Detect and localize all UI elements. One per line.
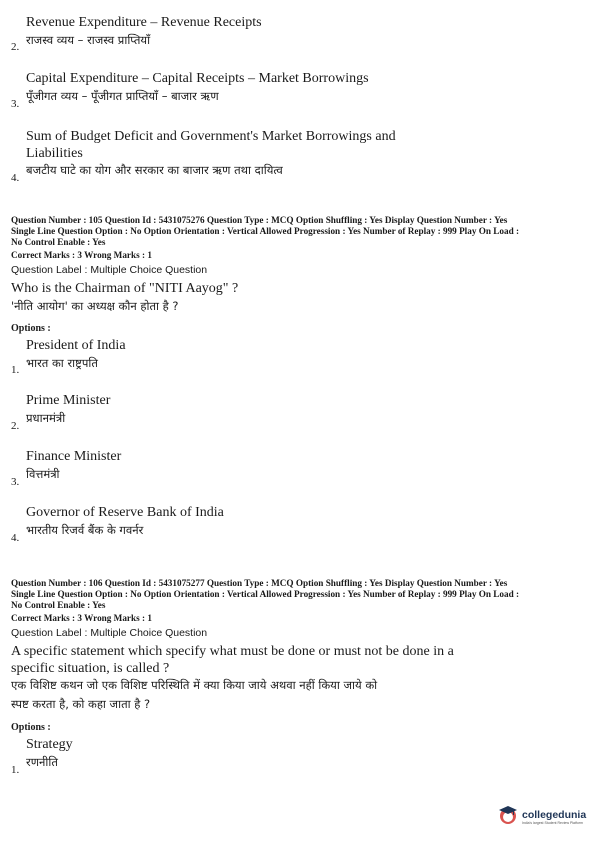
q105-option-1-en[interactable]: President of India xyxy=(26,338,126,353)
q106-options-heading: Options : xyxy=(11,722,51,733)
q105-option-4-hi[interactable]: भारतीय रिजर्व बैंक के गवर्नर xyxy=(26,523,144,537)
q105-meta-line3: No Control Enable : Yes xyxy=(11,237,106,247)
prev-option-2-number: 2. xyxy=(11,41,20,53)
q105-text-hi: 'नीति आयोग' का अध्यक्ष कौन होता है ? xyxy=(11,299,179,313)
q106-text-en-line1: A specific statement which specify what must be done or must not be done in a xyxy=(11,644,454,659)
prev-option-2-hi: राजस्व व्यय – राजस्व प्राप्तियाँ xyxy=(26,33,151,47)
prev-option-4-en-line1 xyxy=(26,128,482,145)
prev-option-4-hi: बजटीय घाटे का योग और सरकार का बाजार ऋण तथा दायित्व xyxy=(26,163,283,177)
q105-option-1-hi[interactable]: भारत का राष्ट्रपति xyxy=(26,356,98,370)
q105-option-4-en[interactable]: Governor of Reserve Bank of India xyxy=(26,505,224,520)
q105-option-3-number: 3. xyxy=(11,476,20,488)
q106-meta-line2: Single Line Question Option : No Option Orientation : Vertical Allowed Progression : Yes Number of Replay : 999 Play On Load : xyxy=(11,589,520,599)
q106-text-hi-line2: स्पष्ट करता है, को कहा जाता है ? xyxy=(11,697,151,711)
q105-marks: Correct Marks : 3 Wrong Marks : 1 xyxy=(11,250,152,260)
q106-meta-line3: No Control Enable : Yes xyxy=(11,600,106,610)
prev-option-3-en: Capital Expenditure – Capital Receipts – Market Borrowings xyxy=(26,71,369,86)
q105-option-2-hi[interactable]: प्रधानमंत्री xyxy=(26,411,66,425)
q105-question-label: Question Label : Multiple Choice Question xyxy=(11,264,208,276)
graduation-cap-icon xyxy=(498,804,518,830)
prev-option-4-number: 4. xyxy=(11,172,20,184)
q105-text-en: Who is the Chairman of "NITI Aayog" ? xyxy=(11,281,239,296)
logo-name: collegedunia xyxy=(522,808,587,821)
prev-option-2-en: Revenue Expenditure – Revenue Receipts xyxy=(26,15,262,30)
q106-option-1-en[interactable]: Strategy xyxy=(26,737,73,752)
prev-option-3-hi: पूँजीगत व्यय – पूँजीगत प्राप्तियाँ – बाजार ऋण xyxy=(26,89,219,103)
prev-option-3-number: 3. xyxy=(11,98,20,110)
q105-option-4-number: 4. xyxy=(11,532,20,544)
q106-meta-line1: Question Number : 106 Question Id : 5431075277 Question Type : MCQ Option Shuffling : Yes Display Question Number : Yes xyxy=(11,578,508,588)
q106-text-en-line2: specific situation, is called ? xyxy=(11,661,170,676)
q105-option-3-en[interactable]: Finance Minister xyxy=(26,449,122,464)
q105-meta-line2: Single Line Question Option : No Option Orientation : Vertical Allowed Progression : Yes Number of Replay : 999 Play On Load : xyxy=(11,226,520,236)
q106-question-label: Question Label : Multiple Choice Question xyxy=(11,627,208,639)
collegedunia-logo xyxy=(498,804,586,830)
logo-tagline: India's largest Student Review Platform xyxy=(522,820,583,825)
q105-option-2-en[interactable]: Prime Minister xyxy=(26,393,111,408)
q105-option-2-number: 2. xyxy=(11,420,20,432)
q106-text-hi-line1: एक विशिष्ट कथन जो एक विशिष्ट परिस्थिति में क्या किया जाये अथवा नहीं किया जाये को xyxy=(11,678,378,692)
prev-option-4-en-line2: Liabilities xyxy=(26,146,83,161)
q105-meta-line1: Question Number : 105 Question Id : 5431075276 Question Type : MCQ Option Shuffling : Yes Display Question Number : Yes xyxy=(11,215,508,225)
q105-option-1-number: 1. xyxy=(11,364,20,376)
prev-option-4-en-text: Sum of Budget Deficit and Government's Market Borrowings and xyxy=(26,129,396,144)
q105-option-3-hi[interactable]: वित्तमंत्री xyxy=(26,467,60,481)
q105-options-heading: Options : xyxy=(11,323,51,334)
q106-option-1-hi[interactable]: रणनीति xyxy=(26,755,58,769)
q106-marks: Correct Marks : 3 Wrong Marks : 1 xyxy=(11,613,152,623)
q106-option-1-number: 1. xyxy=(11,764,20,776)
